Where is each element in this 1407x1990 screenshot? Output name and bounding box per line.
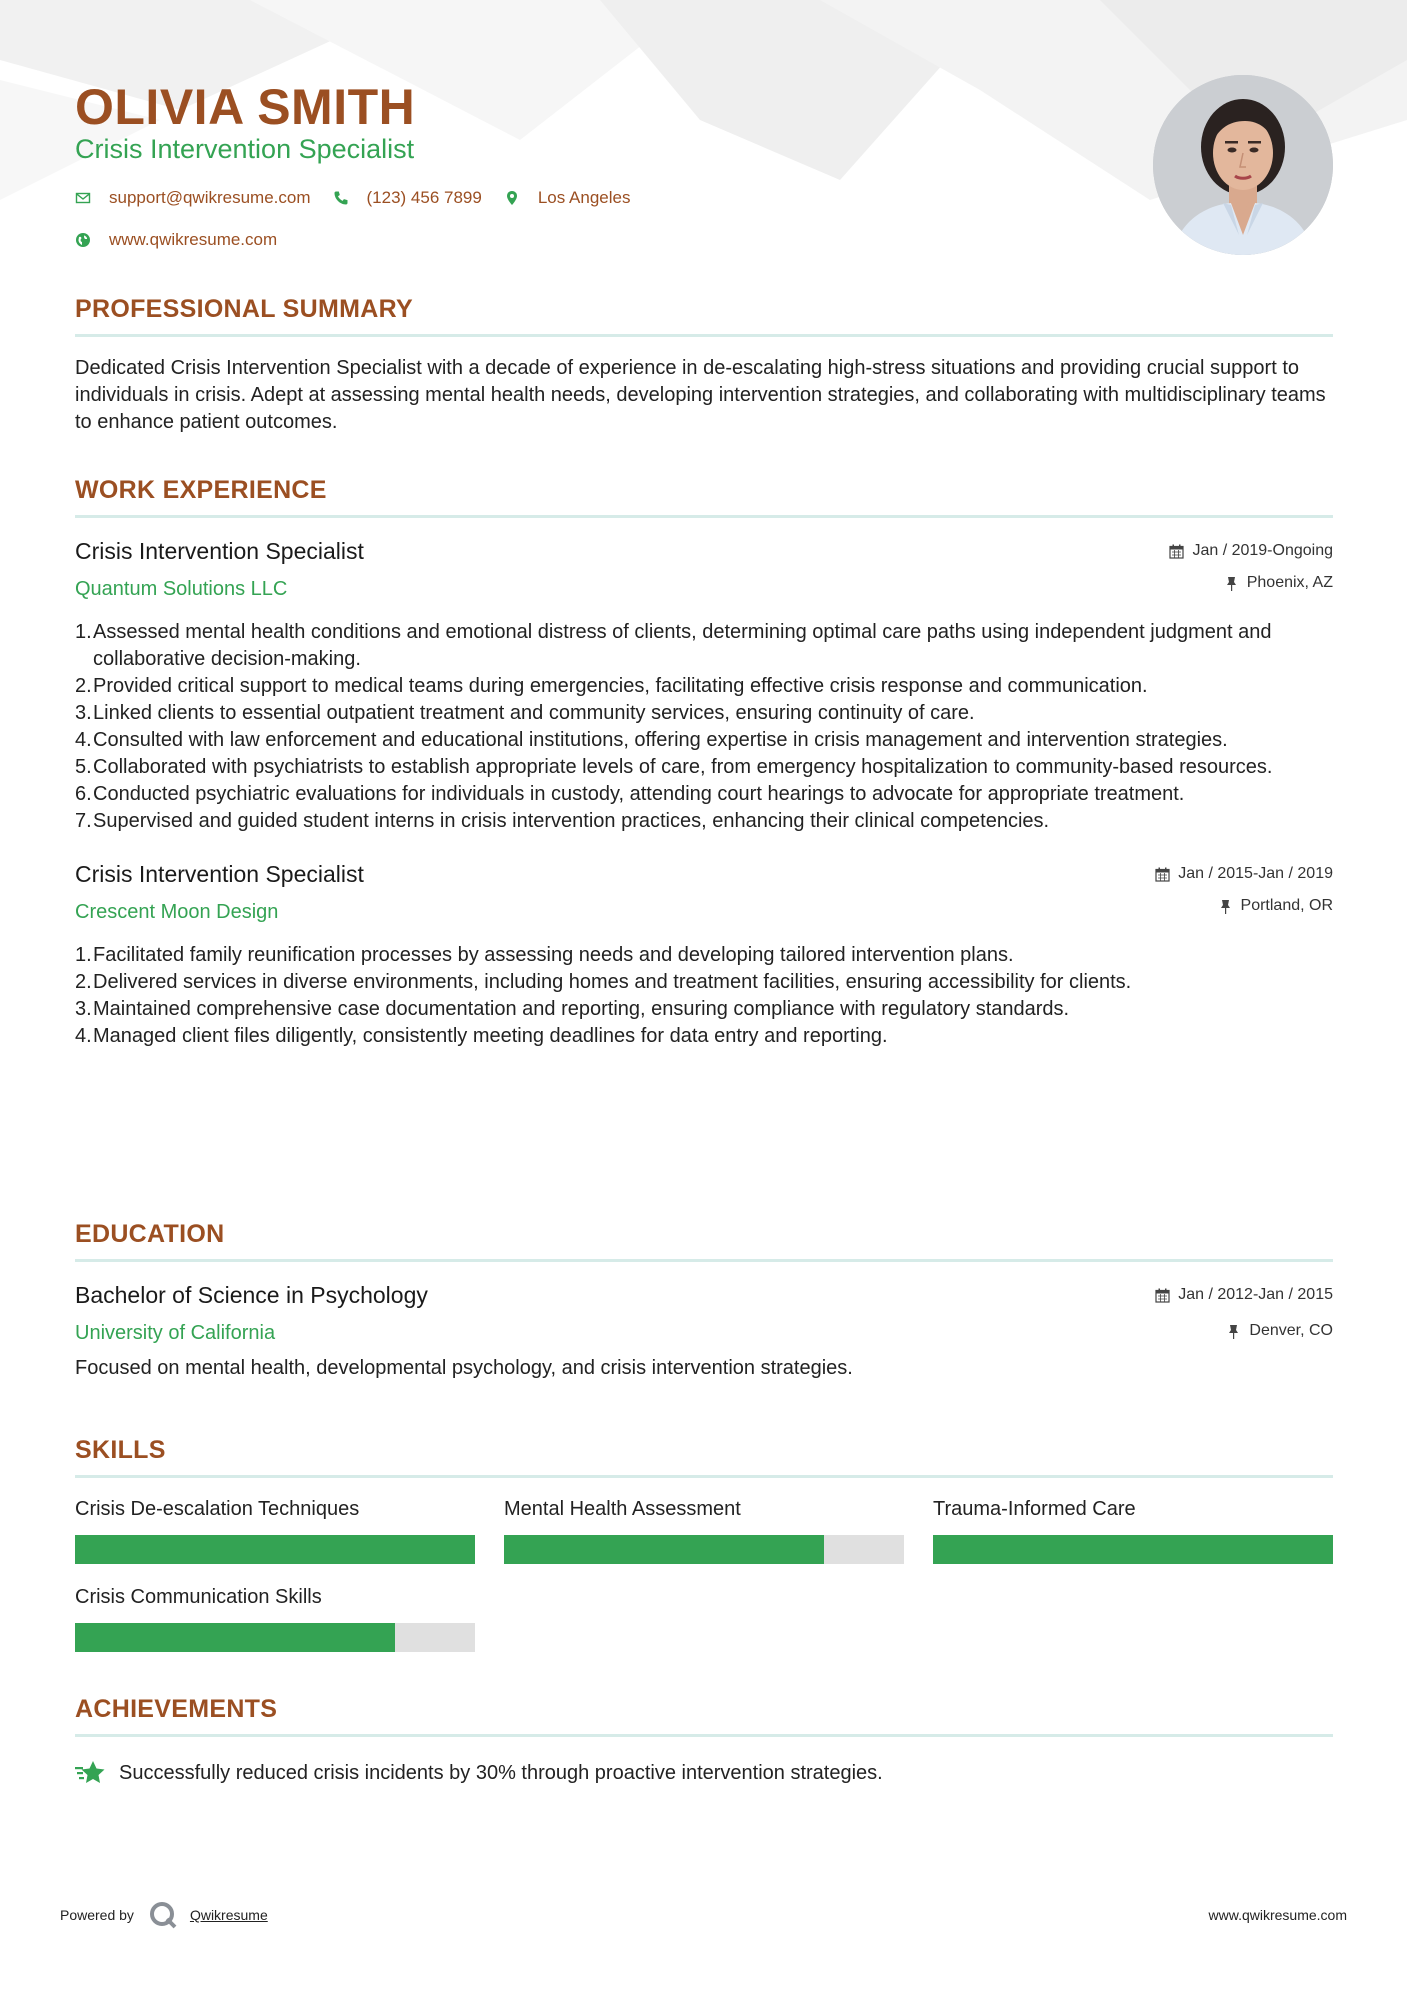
skill-name: Crisis Communication Skills [75, 1586, 322, 1608]
achievements-section [75, 1695, 1333, 1787]
envelope-icon [75, 190, 91, 206]
calendar-icon [1155, 867, 1170, 882]
section-divider [75, 515, 1333, 518]
summary-text: Dedicated Crisis Intervention Specialist with a decade of experience in de-escalating high-stress situations and providing crucial support to individuals in crisis. Adept at assessing mental health needs, developing intervention strategies, and collaborating with multidisciplinary teams to enhance patient outcomes. [75, 357, 1326, 433]
skill-item [933, 1498, 1333, 1564]
skill-bar [933, 1535, 1333, 1564]
phone-icon [333, 190, 349, 206]
job-company: Crescent Moon Design [75, 901, 279, 923]
section-divider [75, 1475, 1333, 1478]
star-icon [75, 1759, 107, 1787]
skills-section [75, 1436, 1333, 1652]
powered-by [60, 1900, 268, 1930]
candidate-name: OLIVIA SMITH [75, 79, 416, 135]
list-item: 4. Consulted with law enforcement and educational institutions, offering expertise in crisis management and intervention strategies. [75, 729, 1228, 751]
website-text: www.qwikresume.com [109, 230, 278, 249]
phone-text: (123) 456 7899 [366, 188, 482, 207]
job-date [1169, 542, 1333, 560]
calendar-icon [1169, 544, 1184, 559]
degree-title: Bachelor of Science in Psychology [75, 1282, 428, 1308]
list-item: 1. Facilitated family reunification processes by assessing needs and developing tailored intervention plans. [75, 944, 1014, 966]
job-title: Crisis Intervention Specialist [75, 538, 364, 564]
job-location-text: Portland, OR [1240, 897, 1333, 914]
skill-bar-fill [75, 1535, 475, 1564]
job-location [1224, 574, 1333, 592]
contact-website[interactable] [75, 230, 277, 250]
powered-by-label: Powered by [60, 1907, 134, 1923]
achievement-text: Successfully reduced crisis incidents by 30% through proactive intervention strategies. [119, 1761, 883, 1784]
list-item: 5. Collaborated with psychiatrists to establish appropriate levels of care, from emergency hospitalization to community-based resources. [75, 756, 1273, 778]
job-duties-list [75, 619, 1333, 835]
map-marker-icon [504, 190, 520, 206]
job-duties-list [75, 942, 1333, 1050]
skill-bar [75, 1623, 475, 1652]
job-entry [75, 538, 1333, 835]
section-divider [75, 1259, 1333, 1262]
contact-row-2 [75, 230, 299, 250]
education-title: EDUCATION [75, 1220, 225, 1248]
education-description: Focused on mental health, developmental psychology, and crisis intervention strategies. [75, 1357, 853, 1379]
achievement-item [75, 1759, 1333, 1787]
job-date [1155, 865, 1333, 883]
list-item: 3. Maintained comprehensive case documentation and reporting, ensuring compliance with regulatory standards. [75, 998, 1070, 1020]
job-date-text: Jan / 2015-Jan / 2019 [1178, 865, 1333, 882]
list-item: 1. Assessed mental health conditions and emotional distress of clients, determining optimal care paths using independent judgment and collaborative decision-making. [75, 621, 1272, 670]
education-entry [75, 1282, 1333, 1380]
skill-name: Crisis De-escalation Techniques [75, 1498, 360, 1520]
location-text: Los Angeles [537, 188, 631, 207]
contact-location [504, 188, 631, 208]
calendar-icon [1155, 1288, 1170, 1303]
email-text: support@qwikresume.com [109, 188, 311, 207]
experience-title: WORK EXPERIENCE [75, 476, 327, 504]
education-date [1155, 1286, 1333, 1304]
resume-header [75, 0, 1333, 280]
skill-bar-fill [75, 1623, 395, 1652]
qwikresume-logo-icon [148, 1900, 178, 1930]
skill-bar-fill [504, 1535, 824, 1564]
job-title: Crisis Intervention Specialist [75, 861, 364, 887]
job-location-text: Phoenix, AZ [1246, 574, 1333, 591]
section-divider [75, 1734, 1333, 1737]
skill-item [75, 1498, 475, 1564]
job-date-text: Jan / 2019-Ongoing [1192, 542, 1333, 559]
skills-grid [75, 1498, 1333, 1652]
candidate-role: Crisis Intervention Specialist [75, 134, 415, 164]
footer-website-link[interactable]: www.qwikresume.com [1208, 1907, 1347, 1923]
section-divider [75, 334, 1333, 337]
skills-title: SKILLS [75, 1436, 166, 1464]
achievements-title: ACHIEVEMENTS [75, 1695, 278, 1723]
education-location [1226, 1322, 1333, 1340]
contact-row [75, 188, 652, 208]
pushpin-icon [1218, 899, 1233, 914]
page-footer [60, 1900, 1347, 1930]
skill-bar [75, 1535, 475, 1564]
job-company: Quantum Solutions LLC [75, 578, 288, 600]
job-entry [75, 861, 1333, 1050]
pushpin-icon [1224, 576, 1239, 591]
skill-name: Mental Health Assessment [504, 1498, 741, 1520]
skill-item [504, 1498, 904, 1564]
skill-bar-fill [933, 1535, 1333, 1564]
contact-email[interactable] [75, 188, 311, 208]
summary-title: PROFESSIONAL SUMMARY [75, 295, 413, 323]
globe-icon [75, 232, 91, 248]
education-date-text: Jan / 2012-Jan / 2015 [1178, 1286, 1333, 1303]
skill-name: Trauma-Informed Care [933, 1498, 1136, 1520]
school-name: University of California [75, 1322, 276, 1344]
job-location [1218, 897, 1333, 915]
skill-item [75, 1586, 475, 1652]
contact-phone[interactable] [333, 188, 482, 208]
list-item: 2. Provided critical support to medical teams during emergencies, facilitating effective crisis response and communication. [75, 675, 1148, 697]
profile-photo [1153, 75, 1333, 255]
list-item: 7. Supervised and guided student interns in crisis intervention practices, enhancing their clinical competencies. [75, 810, 1050, 832]
pushpin-icon [1226, 1324, 1241, 1339]
skill-bar [504, 1535, 904, 1564]
brand-link[interactable]: Qwikresume [189, 1907, 268, 1923]
resume-page [75, 0, 1333, 1784]
list-item: 2. Delivered services in diverse environments, including homes and treatment facilities, ensuring accessibility for clients. [75, 971, 1132, 993]
education-section [75, 1220, 1333, 1380]
list-item: 3. Linked clients to essential outpatient treatment and community services, ensuring continuity of care. [75, 702, 975, 724]
list-item: 4. Managed client files diligently, consistently meeting deadlines for data entry and reporting. [75, 1025, 888, 1047]
education-location-text: Denver, CO [1249, 1322, 1333, 1339]
summary-section [75, 295, 1333, 436]
experience-section [75, 476, 1333, 1050]
list-item: 6. Conducted psychiatric evaluations for individuals in custody, attending court hearings to advocate for appropriate treatment. [75, 783, 1185, 805]
